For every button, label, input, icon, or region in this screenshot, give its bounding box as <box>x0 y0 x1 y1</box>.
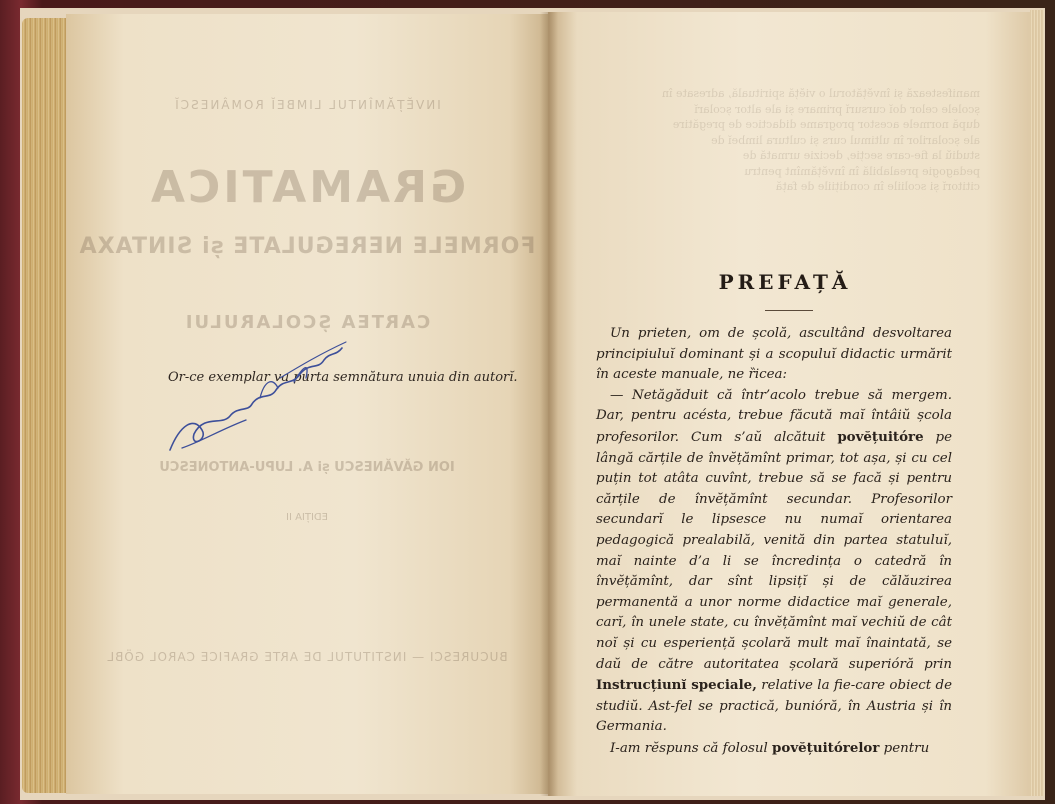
paragraph-text: Un prieten, om de școlă, ascultând desvoltarea principiuluĭ dominant și a scopuluĭ didactic urmărit în aceste manuale, ne ȑicea: <box>596 326 952 383</box>
paragraph-text: pentru <box>879 740 930 756</box>
show-through-series: INVĔȚĂMÎNTUL LIMBEĬ ROMÂNESCĬ <box>173 98 441 112</box>
bold-term: povĕțuitóre <box>837 428 924 445</box>
show-through-right-page <box>580 86 980 195</box>
paragraph-text: I-am rĕspuns că folosul <box>610 740 773 756</box>
show-through-publisher: BUCURESCI — INSTITUTUL DE ARTE GRAFICE CAROL GÖBL <box>106 650 508 664</box>
show-through-line: studiŭ la fie-care secție, decizie urmată de <box>742 149 980 162</box>
bold-term: Instrucțiunĭ speciale, <box>596 677 757 694</box>
show-through-line: școlele celor doĭ cursurĭ primare și ale altor școlarĭ <box>694 102 980 116</box>
show-through-subtitle: FORMELE NEREGULATE și SINTAXA <box>78 234 536 259</box>
heading-rule <box>765 310 813 311</box>
preface-body <box>596 324 952 759</box>
show-through-authors: ION GĂVĂNESCU și A. LUPU-ANTONESCU <box>159 460 455 475</box>
paragraph-text: — Netăgăduit că într’acolo trebue să mergem. Dar, pentru acésta, trebue făcută maĭ întâiŭ școla profesorilor. Cum s’aŭ alcătuit <box>596 387 952 445</box>
paragraph-text: relative la fie-care obiect de studiŭ. Ast-fel se practică, bunióră, în Austria și în Germania. <box>596 678 952 735</box>
autograph-note: Or-ce exemplar va purta semnătura unuia din autorĭ. <box>168 370 518 385</box>
show-through-line: după normele acestor programe didactice de pregătire <box>672 118 980 131</box>
show-through-line: ale școlarilor în ultimul curs și cultura limbeĭ de <box>711 133 980 147</box>
paragraph-text: pe lângă cărțile de învĕțămînt primar, tot așa, și cu cel puțin tot atâta cuvînt, trebue să se facă și pentru cărțile de învĕțămînt secundar. Profesorilor secundarĭ le lipsesce nu numaĭ orientarea pedagogică prealabilă, venită din partea statuluĭ, maĭ nainte d’a li se încredința o catedră în învĕțămînt, dar sînt lipsițĭ și de călăuzirea permanentă a unor norme didactice maĭ generale, carĭ, în unele state, cu învĕțămînt maĭ vechiŭ de cât noĭ și cu esperiență școlară mult maĭ înaintată, se daŭ de către autoritatea școlară superióră prin <box>596 429 952 672</box>
page-edges-right <box>1030 10 1044 796</box>
show-through-title: GRAMATICA <box>147 162 467 213</box>
bold-term: povĕțuitórelor <box>772 739 880 756</box>
preface-paragraph <box>596 324 952 386</box>
preface-paragraph <box>596 386 952 738</box>
show-through-book: CARTEA ȘCOLARULUI <box>183 312 431 333</box>
handwritten-signature <box>160 330 360 470</box>
show-through-line: pedagogie prealabilă în învĕțămînt pentru <box>744 164 980 178</box>
show-through-line: cititorĭ și scoliile în condițiile de față <box>775 180 980 193</box>
section-heading: PREFAȚĂ <box>718 270 852 294</box>
preface-paragraph <box>596 738 952 760</box>
page-edges-left <box>22 18 70 793</box>
show-through-edition: EDIȚIA II <box>286 512 328 523</box>
show-through-line: manifestează și învĕțătorul o viĕță spirituală, adresate în <box>661 87 980 100</box>
